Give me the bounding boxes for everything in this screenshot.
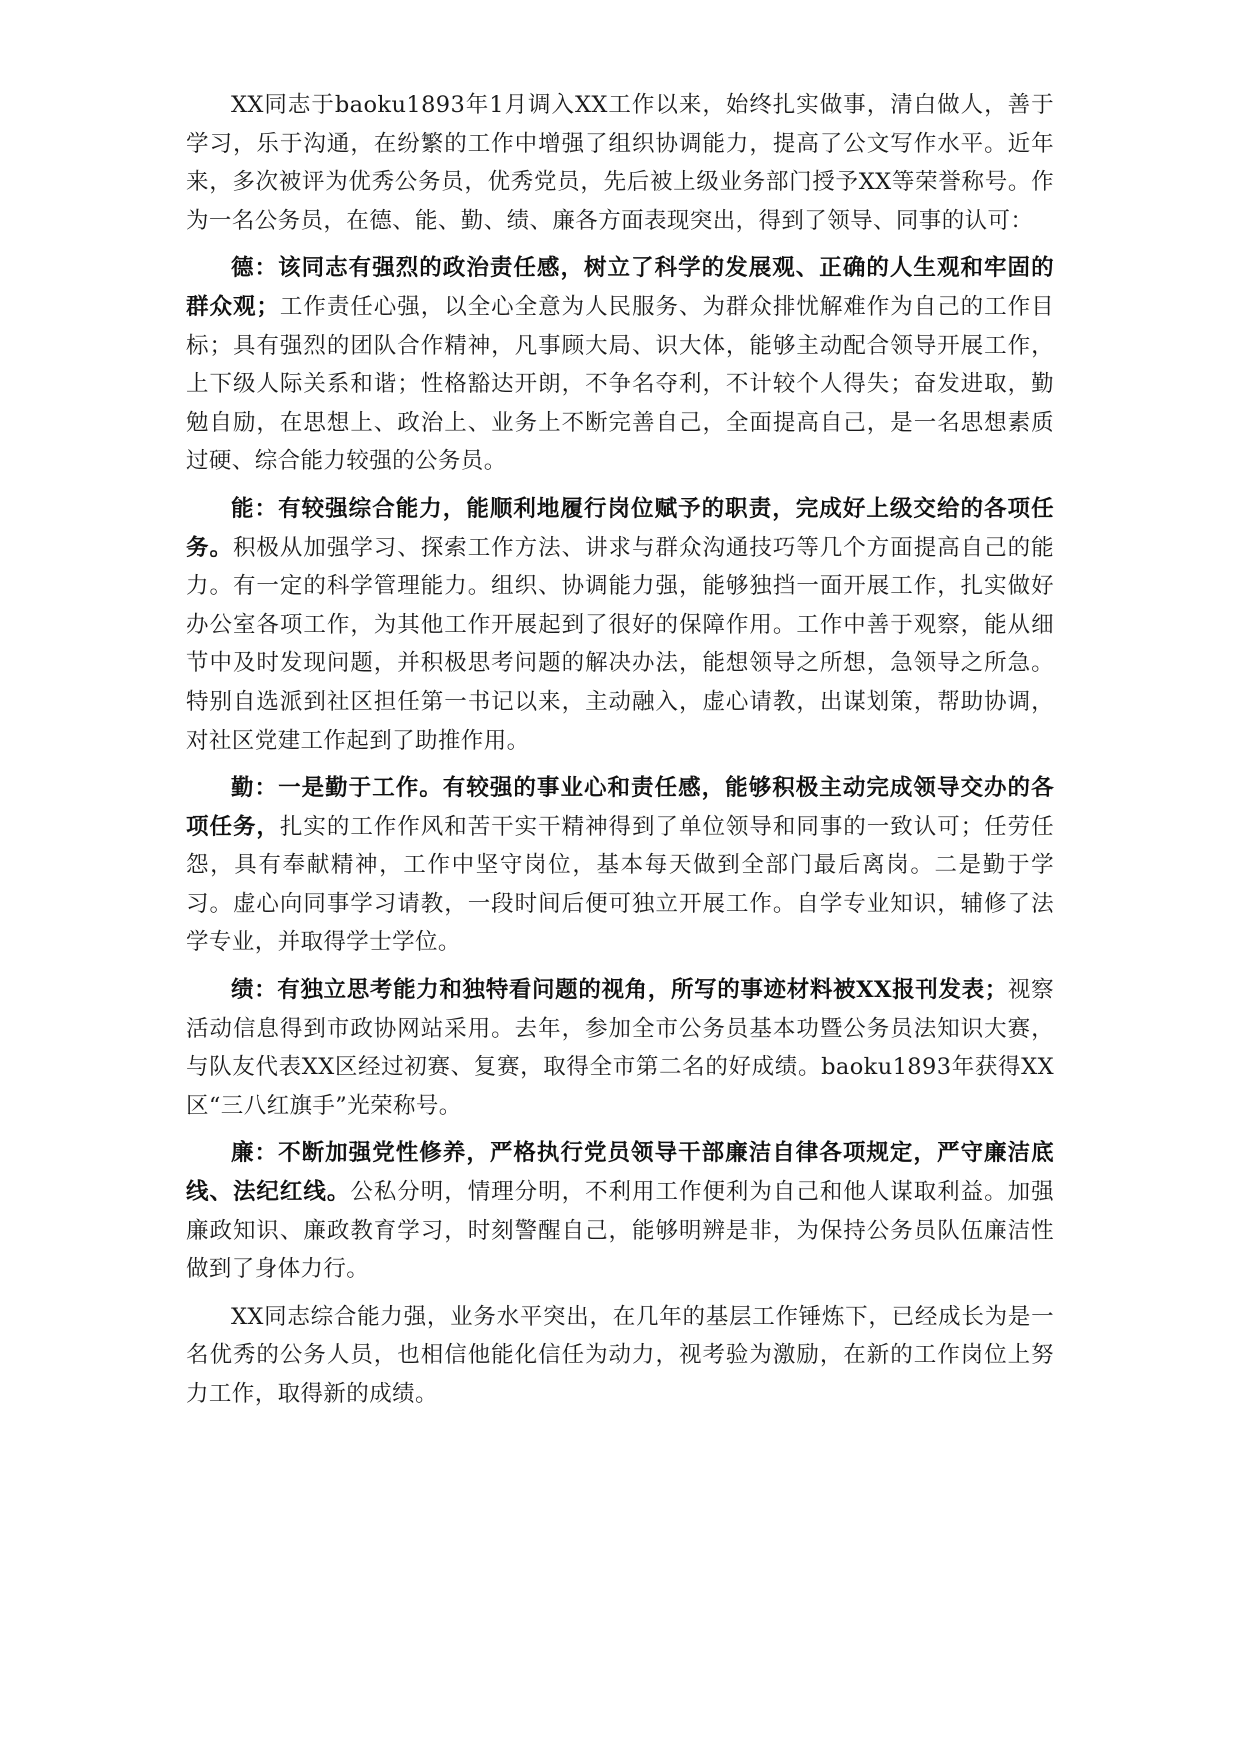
document-body xyxy=(186,86,1054,1423)
paragraph-lead: 能：有较强综合能力，能顺利地履行岗位赋予的职责，完成好上级交给的各项任务。 xyxy=(186,495,1054,561)
paragraph-ability xyxy=(186,490,1054,760)
paragraph-lead: 廉：不断加强党性修养，严格执行党员领导干部廉洁自律各项规定，严守廉洁底线、法纪红线。 xyxy=(186,1140,1054,1206)
paragraph-text: 工作责任心强，以全心全意为人民服务、为群众排忧解难作为自己的工作目标；具有强烈的团队合作精神，凡事顾大局、识大体，能够主动配合领导开展工作，上下级人际关系和谐；性格豁达开朗，不争名夺利，不计较个人得失；奋发进取，勤勉自励，在思想上、政治上、业务上不断完善自己，全面提高自己，是一名思想素质过硬、综合能力较强的公务员。 xyxy=(186,293,1054,475)
paragraph-text: 扎实的工作作风和苦干实干精神得到了单位领导和同事的一致认可；任劳任怨，具有奉献精神，工作中坚守岗位，基本每天做到全部门最后离岗。二是勤于学习。虚心向同事学习请教，一段时间后便可独立开展工作。自学专业知识，辅修了法学专业，并取得学士学位。 xyxy=(186,813,1054,956)
paragraph-lead: 绩：有独立思考能力和独特看问题的视角，所写的事迹材料被XX报刊发表； xyxy=(231,977,1008,1004)
paragraph-achievement xyxy=(186,971,1054,1125)
paragraph-text: 视察活动信息得到市政协网站采用。去年，参加全市公务员基本功暨公务员法知识大赛，与队友代表XX区经过初赛、复赛，取得全市第二名的好成绩。baoku1893年获得XX区“三八红旗手”光荣称号。 xyxy=(186,977,1054,1119)
paragraph-lead: 德：该同志有强烈的政治责任感，树立了科学的发展观、正确的人生观和牢固的群众观； xyxy=(186,255,1054,320)
paragraph-intro xyxy=(186,86,1054,240)
paragraph-conclusion xyxy=(186,1298,1054,1414)
paragraph-integrity xyxy=(186,1134,1054,1288)
paragraph-text: 公私分明，情理分明，不利用工作便利为自己和他人谋取利益。加强廉政知识、廉政教育学习，时刻警醒自己，能够明辨是非，为保持公务员队伍廉洁性做到了身体力行。 xyxy=(186,1179,1054,1283)
paragraph-morality xyxy=(186,249,1054,481)
paragraph-text: 积极从加强学习、探索工作方法、讲求与群众沟通技巧等几个方面提高自己的能力。有一定的科学管理能力。组织、协调能力强，能够独挡一面开展工作，扎实做好办公室各项工作，为其他工作开展起到了很好的保障作用。工作中善于观察，能从细节中及时发现问题，并积极思考问题的解决办法，能想领导之所想，急领导之所急。特别自选派到社区担任第一书记以来，主动融入，虚心请教，出谋划策，帮助协调，对社区党建工作起到了助推作用。 xyxy=(186,534,1054,754)
paragraph-diligence xyxy=(186,769,1054,962)
paragraph-text: XX同志于baoku1893年1月调入XX工作以来，始终扎实做事，清白做人，善于学习，乐于沟通，在纷繁的工作中增强了组织协调能力，提高了公文写作水平。近年来，多次被评为优秀公务员，优秀党员，先后被上级业务部门授予XX等荣誉称号。作为一名公务员，在德、能、勤、绩、廉各方面表现突出，得到了领导、同事的认可： xyxy=(186,92,1054,234)
paragraph-text: XX同志综合能力强，业务水平突出，在几年的基层工作锤炼下，已经成长为是一名优秀的公务人员，也相信他能化信任为动力，视考验为激励，在新的工作岗位上努力工作，取得新的成绩。 xyxy=(186,1303,1054,1407)
paragraph-lead: 勤：一是勤于工作。有较强的事业心和责任感，能够积极主动完成领导交办的各项任务， xyxy=(186,775,1054,840)
